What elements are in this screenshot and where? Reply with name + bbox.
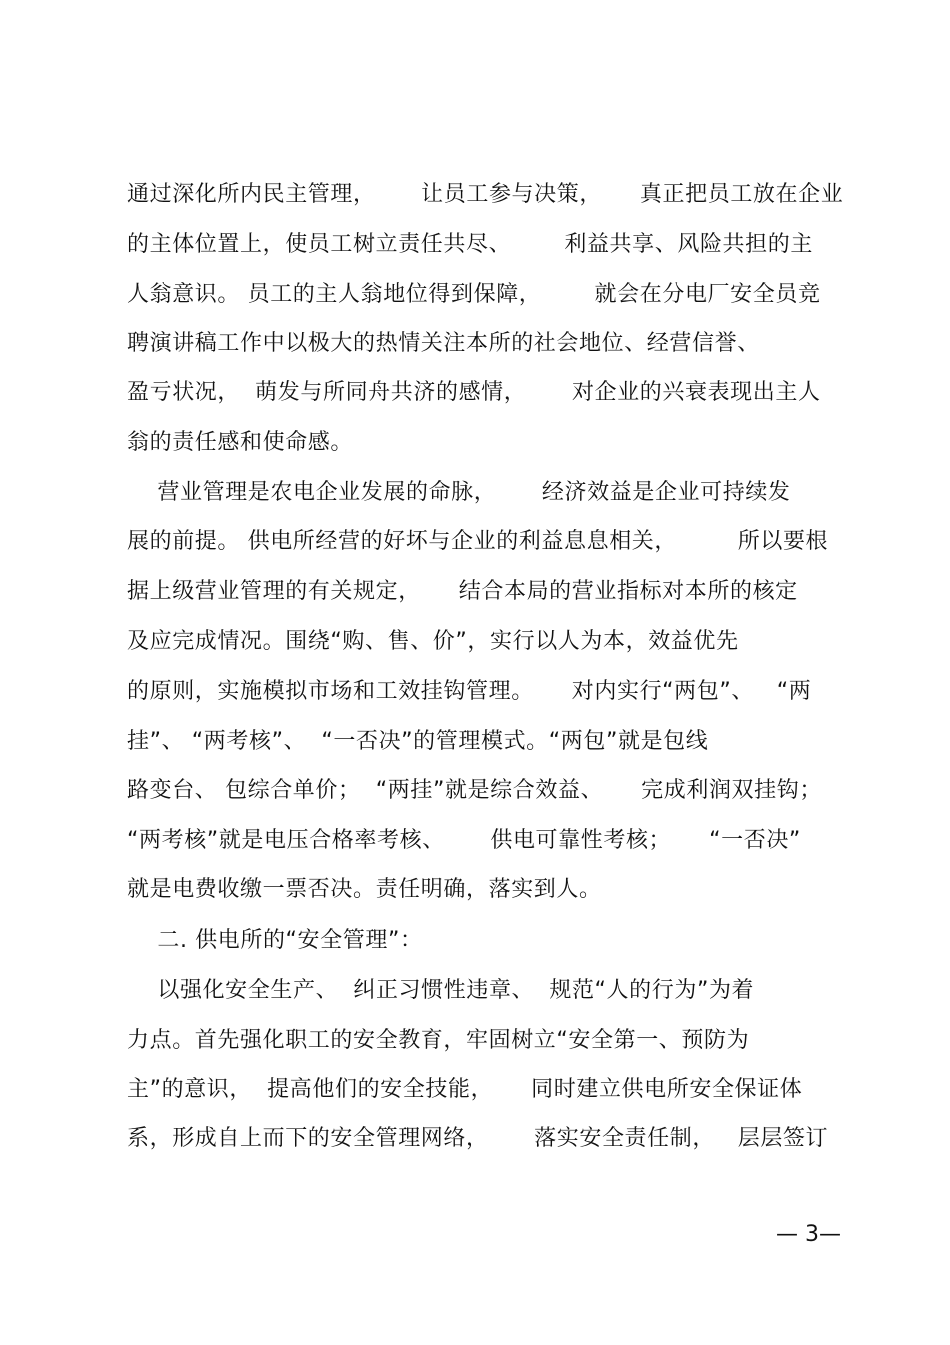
text-line: 路变台、 包综合单价； “两挂”就是综合效益、 完成利润双挂钩；	[127, 778, 822, 803]
text-line: 及应完成情况。围绕“购、售、价”，实行以人为本，效益优先	[127, 629, 739, 654]
text-line: 主”的意识， 提高他们的安全技能， 同时建立供电所安全保证体	[127, 1077, 803, 1102]
text-line: 营业管理是农电企业发展的命脉， 经济效益是企业可持续发	[127, 480, 791, 505]
text-line: 的主体位置上，使员工树立责任共尽、 利益共享、风险共担的主	[127, 232, 813, 257]
text-line: 通过深化所内民主管理， 让员工参与决策， 真正把员工放在企业	[127, 182, 844, 207]
text-line: 力点。首先强化职工的安全教育，牢固树立“安全第一、预防为	[127, 1028, 750, 1053]
text-line: 系，形成自上而下的安全管理网络， 落实安全责任制， 层层签订	[127, 1126, 829, 1151]
section-heading: 二. 供电所的“安全管理”：	[127, 928, 423, 953]
text-line: “两考核”就是电压合格率考核、 供电可靠性考核； “一否决”	[127, 828, 801, 853]
text-line: 据上级营业管理的有关规定， 结合本局的营业指标对本所的核定	[127, 579, 798, 604]
text-line: 盈亏状况， 萌发与所同舟共济的感情， 对企业的兴衰表现出主人	[127, 380, 821, 405]
text-line: 聘演讲稿工作中以极大的热情关注本所的社会地位、经营信誉、	[127, 331, 760, 356]
text-line: 的原则，实施模拟市场和工效挂钩管理。 对内实行“两包”、 “两	[127, 679, 812, 704]
text-line: 人翁意识。 员工的主人翁地位得到保障， 就会在分电厂安全员竞	[127, 282, 821, 307]
page-number: — 3—	[776, 1222, 841, 1247]
text-line: 就是电费收缴一票否决。责任明确，落实到人。	[127, 877, 602, 902]
text-line: 以强化安全生产、 纠正习惯性违章、 规范“人的行为”为着	[127, 978, 755, 1003]
text-line: 翁的责任感和使命感。	[127, 430, 354, 455]
text-line: 展的前提。 供电所经营的好坏与企业的利益息息相关， 所以要根	[127, 529, 829, 554]
text-line: 挂”、 “两考核”、 “一否决”的管理模式。“两包”就是包线	[127, 729, 709, 754]
